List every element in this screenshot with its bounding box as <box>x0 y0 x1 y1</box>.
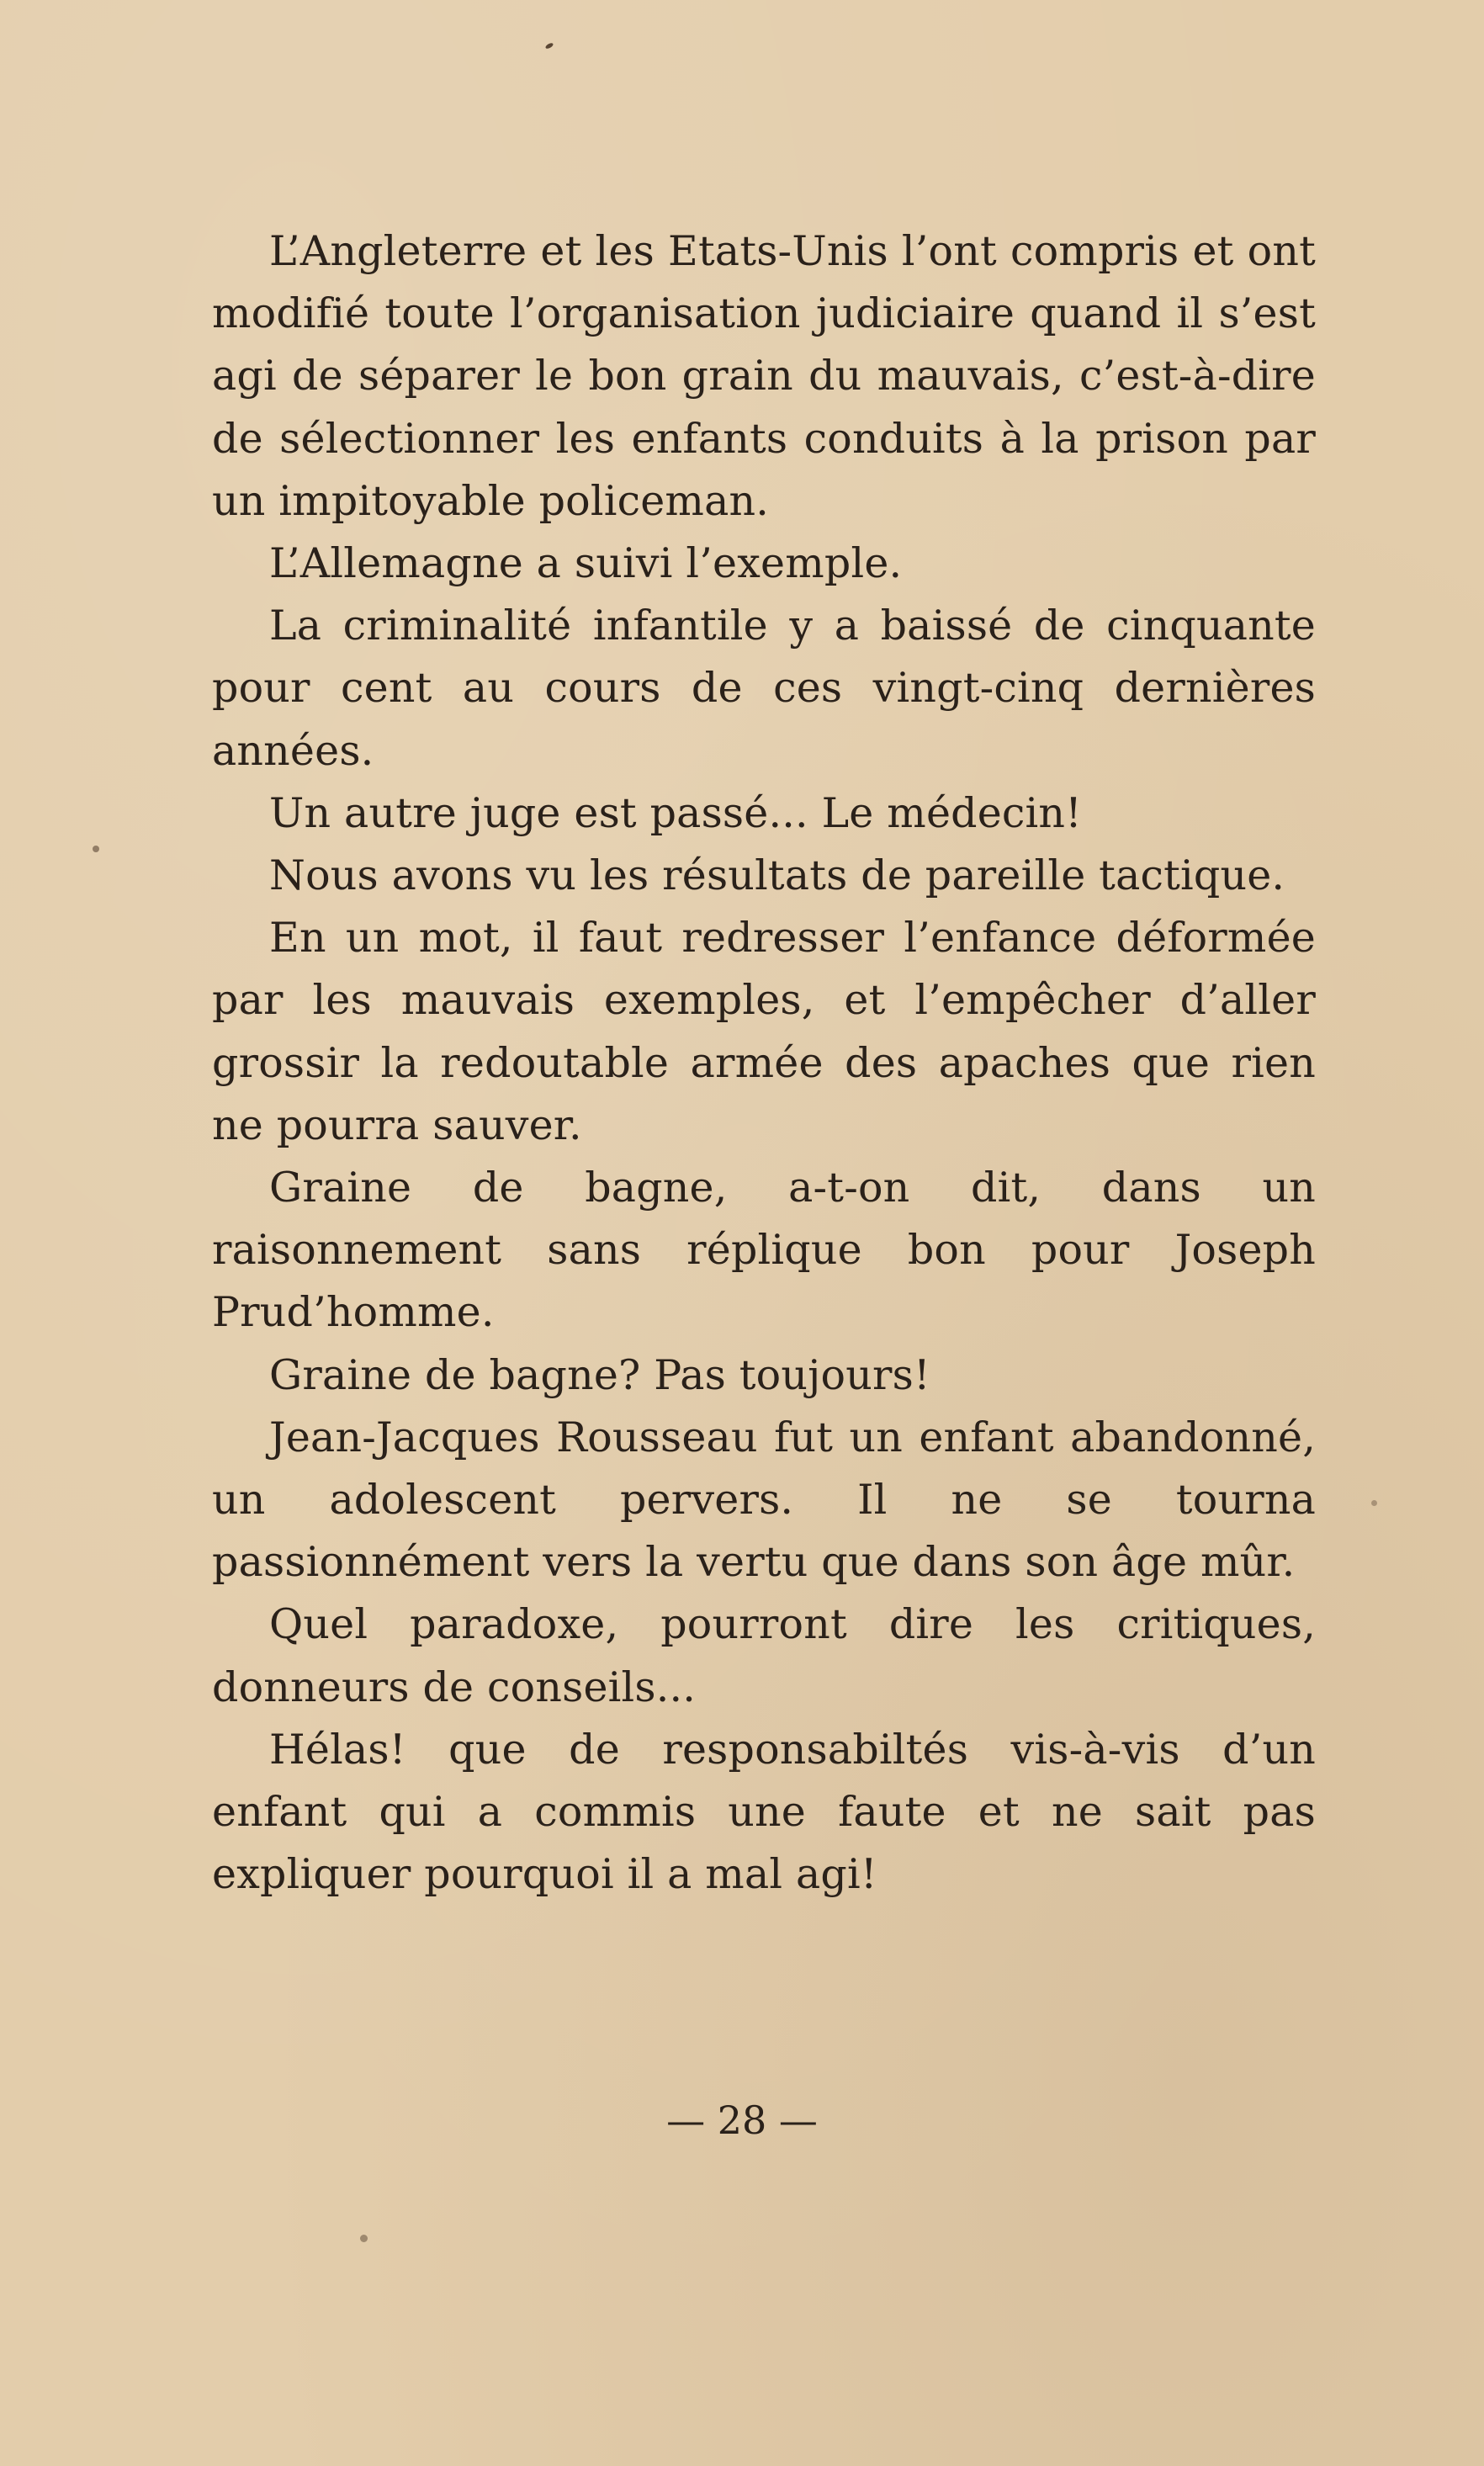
ink-speck <box>1371 1500 1377 1506</box>
paragraph: La criminalité infantile y a baissé de cinquante pour cent au cours de ces vingt-cinq dernières années. <box>212 602 1316 775</box>
paragraph: L’Angleterre et les Etats-Unis l’ont compris et ont modifié toute l’organisation judiciaire quand il s’est agi de séparer le bon grain du mauvais, c’est-à-dire de sélectionner les enfants conduits à la prison par un impitoyable policeman. <box>212 227 1316 525</box>
paragraph: Graine de bagne? Pas toujours! <box>269 1350 930 1399</box>
ink-speck <box>93 846 99 852</box>
ink-speck <box>544 42 554 50</box>
paragraph: Nous avons vu les résultats de pareille tactique. <box>269 851 1285 900</box>
paragraph: En un mot, il faut redresser l’enfance déformée par les mauvais exemples, et l’empêcher d’aller grossir la redoutable armée des apaches que rien ne pourra sauver. <box>212 914 1316 1149</box>
ink-speck <box>360 2235 368 2242</box>
paragraph: Un autre juge est passé... Le médecin! <box>269 788 1083 837</box>
paragraph: Quel paradoxe, pourront dire les critiques, donneurs de conseils... <box>212 1600 1316 1711</box>
paragraph: L’Allemagne a suivi l’exemple. <box>269 539 903 588</box>
paragraph: Graine de bagne, a-t-on dit, dans un raisonnement sans réplique bon pour Joseph Prud’homme. <box>212 1164 1316 1337</box>
body-text <box>212 220 1316 1906</box>
paragraph: Hélas! que de responsabiltés vis-à-vis d’un enfant qui a commis une faute et ne sait pas expliquer pourquoi il a mal agi! <box>212 1725 1316 1899</box>
paragraph: Jean-Jacques Rousseau fut un enfant abandonné, un adolescent pervers. Il ne se tourna passionnément vers la vertu que dans son âge mûr. <box>212 1413 1316 1587</box>
page-number: — 28 — <box>666 2097 818 2143</box>
